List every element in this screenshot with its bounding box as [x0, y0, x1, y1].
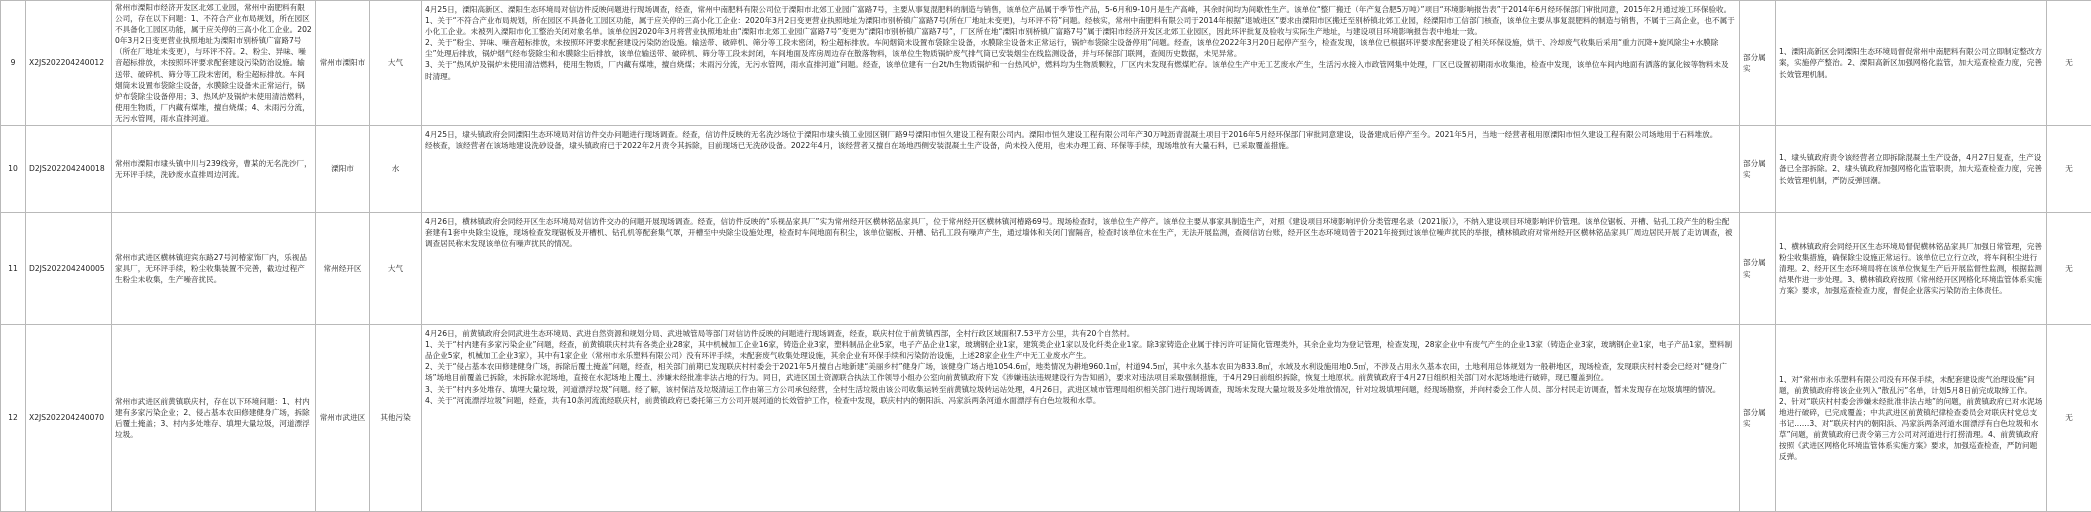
verdict: 部分属实 — [1740, 126, 1776, 213]
case-code: D2JS202204240005 — [26, 213, 112, 325]
investigation-result — [422, 213, 1740, 325]
investigation-paragraph: 4、关于“河流漂浮垃圾”问题，经查，共有10条河流流经联庆村，前黄镇政府已委托第三方公司开展河道的长效管护工作，检查中发现，联庆村内的朝阳浜、冯家浜两条河道水面漂浮有白色垃圾和水草。 — [425, 395, 1736, 406]
pollution-type: 大气 — [370, 1, 422, 126]
rectification: 1、对“常州市永乐塑料有限公司没有环保手续，未配套建设废气治理设施”问题，前黄镇政府将该企业列入“散乱污”名单，计划5月8日前完成取缔工作。2、针对“联庆村村委会涉嫌未经批准非法占地”的问题，前黄镇政府已对水泥场地进行破碎，已完成覆盖；中共武进区前黄镇纪律检查委员会对联庆村党总支书记……3、对“联庆村内的朝阳浜、冯家浜两条河道水面漂浮有白色垃圾和水草”问题，前黄镇政府已责令第三方公司对河道进行打捞清理。4、前黄镇政府按照《武进区网格化环境监管体系实施方案》要求，加强巡查检查，严防问题反弹。 — [1776, 325, 2047, 512]
accountability: 无 — [2047, 325, 2091, 512]
investigation-paragraph: 1、关于“不符合产业布局规划，所在园区不具备化工园区功能，属于应关停的三高小化工企业：2020年3月2日变更营业执照地址为溧阳市别桥镇广富路7号(所在厂地址未变更)，与环评不符”问题。经核实，常州中南肥料有限公司于2014年根据“退城进区”要求由溧阳市区搬迁至别桥镇北郊工业园，经溧阳市工信部门核查，该单位主要从事复混肥料的制造与销售，不属于三高企业，也不属于小化工企业。未被列入溧阳市化工整治关闭对象名单。该单位因2020年3月将营业执照地址由“溧阳市北郊工业园广富路7号”变更为“溧阳市别桥镇广富路7号”，厂区所在地“溧阳市别桥镇广富路7号”属于溧阳市经济开发区北郊工业园区，因此环评批复及验收与实际生产地址，与建设项目环境影响报告表中地址一致。 — [425, 15, 1736, 37]
rectification: 1、溧阳高新区会同溧阳生态环境局督促常州中南肥料有限公司立即制定整改方案，实施停产整治。2、溧阳高新区加强网格化监管，加大巡查检查力度，完善长效管理机制。 — [1776, 1, 2047, 126]
investigation-paragraph: 4月26日，横林镇政府会同经开区生态环境局对信访件交办的问题开展现场调查。经查，信访件反映的“乐视品家具厂”实为常州经开区横林铭品家具厂，位于常州经开区横林镇河椿路69号。现场检查时，该单位生产停产。该单位主要从事家具制造生产，对照《建设项目环境影响评价分类管理名录（2021版）》，不纳入建设项目环境影响评价管理。该单位锯板、开槽、钻孔工段产生的粉尘配套建有1套中央除尘设施，现场检查发现锯板及开槽机、钻孔机等配套集气罩，开槽至中央除尘设施处理，检查时车间地面有积尘，该单位锯板、开槽、钻孔工段有噪声产生，通过墙体和关闭门窗隔音，检查时该单位未在生产，无法开展监测，查阅信访台账，经开区生态环境局曾于2021年接到过该单位噪声扰民的举报，横林镇政府对常州经开区横林铭品家具厂周边居民开展了走访调查，被调查居民称未发现该单位有噪声扰民的情况。 — [425, 216, 1736, 249]
district: 常州市溧阳市 — [316, 1, 370, 126]
district: 常州经开区 — [316, 213, 370, 325]
investigation-result — [422, 1, 1740, 126]
rectification: 1、埭头镇政府责令该经营者立即拆除混凝土生产设备，4月27日复查，生产设备已全部拆除。2、埭头镇政府加强网格化监管职责，加大巡查检查力度，完善长效管理机制，严防反弹回潮。 — [1776, 126, 2047, 213]
investigation-paragraph: 经核查，该经营者在该场地建设洗砂设备，埭头镇政府已于2022年2月责令其拆除，目前现场已无洗砂设备。2022年4月，该经营者又擅自在场地西侧安装混凝土生产设备，尚未投入使用，也未办理工商、环保等手续，现场堆放有大量石料，已采取覆盖措施。 — [425, 140, 1736, 151]
accountability: 无 — [2047, 213, 2091, 325]
investigation-paragraph: 1、关于“村内建有多家污染企业”问题，经查，前黄镇联庆村共有各类企业28家，其中机械加工企业16家，铸造企业3家，塑料制品企业5家，电子产品企业1家，玻璃钢企业1家，建筑类企业1家以及化纤类企业1家。除3家铸造企业属于排污许可证简化管理类外，其余企业均为登记管理，检查发现，28家企业中有废气产生的企业13家（铸造企业3家，玻璃钢企业1家，电子产品1家，塑料制品企业5家，机械加工企业3家），其中有1家企业（常州市永乐塑料有限公司）没有环评手续，未配套废气收集处理设施，其余企业有环保手续和污染防治设施，上述28家企业生产中无工业废水产生。 — [425, 339, 1736, 361]
investigation-paragraph: 3、关于“村内多处堆存、填埋大量垃圾，河道漂浮垃圾”问题。经了解，该村保洁及垃圾清运工作由第三方公司承包经营，全村生活垃圾由该公司收集运转至前黄镇垃圾转运站处理，4月26日，武进区城市管理局组织相关部门进行现场调查，现场未发现大量垃圾及多处堆放情况，针对垃圾填埋问题，经现场勘察，并向村委会工作人员、部分村民走访调查，暂未发现存在垃圾填埋的情况。 — [425, 384, 1736, 395]
pollution-type: 其他污染 — [370, 325, 422, 512]
investigation-paragraph: 4月25日，埭头镇政府会同溧阳生态环境局对信访件交办问题进行现场调查。经查，信访件反映的无名洗沙场位于溧阳市埭头镇工业园区钢厂路9号溧阳市恒久建设工程有限公司内。溧阳市恒久建设工程有限公司年产30万吨沥青混凝土项目于2016年5月经环保部门审批同意建设，设备建成后停产至今。2021年5月，当地一经营者租用原溧阳市恒久建设工程有限公司场地用于石料堆放。 — [425, 129, 1736, 140]
accountability: 无 — [2047, 1, 2091, 126]
complaint-content: 常州市溧阳市埭头镇中川与239线旁，曹某的无名洗沙厂，无环评手续，洗砂废水直排周边河流。 — [112, 126, 316, 213]
district: 溧阳市 — [316, 126, 370, 213]
row-number: 9 — [1, 1, 26, 126]
table-row — [1, 325, 2091, 512]
investigation-result — [422, 325, 1740, 512]
verdict: 部分属实 — [1740, 213, 1776, 325]
complaint-content: 常州市溧阳市经济开发区北郊工业园，常州中南肥料有限公司，存在以下问题：1、不符合产业布局规划，所在园区不具备化工园区功能，属于应关停的三高小化工企业。2020年3月2日变更营业执照地址为溧阳市别桥镇广富路7号（所在厂地址未变更），与环评不符。2、粉尘、异味、噪音超标排放，未按照环评要求配套建设污染防治设施。输送带、破碎机、筛分等工段未密闭，粉尘超标排放。车间烟筒未设置布袋除尘设备，水膜除尘设备未正常运行，锅炉布袋除尘设备停用；3、热风炉及锅炉未使用清洁燃料，使用生物质，厂内藏有煤堆，擅自烧煤；4、未雨污分流，无污水管网，雨水直排河道。 — [112, 1, 316, 126]
table-row — [1, 1, 2091, 126]
investigation-paragraph: 4月25日，溧阳高新区、溧阳生态环境局对信访件反映问题进行现场调查，经查，常州中南肥料有限公司位于溧阳市北郊工业园广富路7号，主要从事复混肥料的制造与销售，该单位产品属于季节性产品，5-6月和9-10月是生产高峰，其余时间均为间歇性生产。该单位“整厂搬迁（年产复合肥5万吨）”项目“环境影响报告表”于2014年6月经环保部门审批同意，2015年2月通过竣工环保验收。 — [425, 4, 1736, 15]
complaint-content: 常州市武进区前黄镇联庆村，存在以下环境问题：1、村内建有多家污染企业；2、侵占基本农田修建健身广场，拆除后覆土掩盖；3、村内多处堆存、填埋大量垃圾，河道漂浮垃圾。 — [112, 325, 316, 512]
investigation-paragraph: 2、关于“侵占基本农田修建健身广场，拆除后覆土掩盖”问题，经查，相关部门前期已发现联庆村村委会于2021年5月擅自占地新建“美丽乡村”健身广场，该健身广场占地1054.6㎡，地类情况为耕地960.1㎡，村道94.5㎡，其中永久基本农田为833.8㎡，水域及水利设施用地0.5㎡，不涉及占用永久基本农田，土地利用总体规划为一般耕地区，现场检查，发现联庆村村委会已经对“健身广场”场地目前覆盖已拆除，未拆除水泥场地，直接在水泥场地上覆土、涉嫌未经批准非法占地的行为。同日，武进区国土资源联合执法工作领导小组办公室向前黄镇政府下发《涉嫌违法违规建设行为告知函》，要求对违法项目采取强制措施，于4月29日前组织拆除，恢复土地原状。前黄镇政府于4月27日组织相关部门对水泥场地进行破碎，现已覆盖到位。 — [425, 361, 1736, 383]
accountability: 无 — [2047, 126, 2091, 213]
pollution-type: 水 — [370, 126, 422, 213]
investigation-paragraph: 4月26日，前黄镇政府会同武进生态环境局、武进自然资源和规划分局、武进城管局等部门对信访件反映的问题进行现场调查，经查，联庆村位于前黄镇西部，全村行政区域面积7.53平方公里，共有20个自然村。 — [425, 328, 1736, 339]
investigation-paragraph: 2、关于“粉尘、异味、噪音超标排放，未按照环评要求配套建设污染防治设施。输送带、破碎机、筛分等工段未密闭，粉尘超标排放。车间烟筒未设置布袋除尘设备，水膜除尘设备未正常运行，锅炉布袋除尘设备停用”问题。经查，该单位2022年3月20日起停产至今，检查发现，该单位已根据环评要求配套建设了相关环保设施，烘干、冷却废气收集后采用“重力沉降+旋风除尘+水膜除尘”处理后排放，锅炉烟气经布袋除尘和水膜除尘后排放，该单位输送带、破碎机、筛分等工段未封闭，车间地面及库房周边存在散落物料，该单位生物质锅炉废气排气筒已安装烟尘在线监测设备，并与环保部门联网，查阅历史数据，未见异常。 — [425, 37, 1736, 59]
complaint-content: 常州市武进区横林镇迎宾东路27号河椿家饰厂内，乐视品家具厂，无环评手续，粉尘收集装置不完善，截边过程产生粉尘未收集，生产噪音扰民。 — [112, 213, 316, 325]
rectification: 1、横林镇政府会同经开区生态环境局督促横林铭品家具厂加强日常管理，完善粉尘收集措施，确保除尘设施正常运行。该单位已立行立改，将车间积尘进行清理。2、经开区生态环境局将在该单位恢复生产后开展监督性监测，根据监测结果作进一步处理。3、横林镇政府按照《常州经开区网格化环境监管体系实施方案》要求，加强巡查检查力度，督促企业落实污染防治主体责任。 — [1776, 213, 2047, 325]
pollution-type: 大气 — [370, 213, 422, 325]
row-number: 11 — [1, 213, 26, 325]
row-number: 10 — [1, 126, 26, 213]
table-row — [1, 213, 2091, 325]
district: 常州市武进区 — [316, 325, 370, 512]
case-code: X2JS202204240070 — [26, 325, 112, 512]
investigation-result — [422, 126, 1740, 213]
verdict: 部分属实 — [1740, 325, 1776, 512]
case-code: D2JS202204240018 — [26, 126, 112, 213]
case-code: X2JS202204240012 — [26, 1, 112, 126]
table-row — [1, 126, 2091, 213]
verdict: 部分属实 — [1740, 1, 1776, 126]
row-number: 12 — [1, 325, 26, 512]
investigation-paragraph: 3、关于“热风炉及锅炉未使用清洁燃料，使用生物质，厂内藏有煤堆，擅自烧煤；未雨污分流，无污水管网，雨水直排河道”问题。经查，该单位建有一台2t/h生物质锅炉和一台热风炉，燃料均为生物质颗粒，厂区内未发现有燃煤贮存。该单位生产中无工艺废水产生，生活污水接入市政管网集中处理，厂区已设置初期雨水收集池，检查中发现，该单位车间内地面有洒落的氯化铵等物料未及时清理。 — [425, 59, 1736, 81]
